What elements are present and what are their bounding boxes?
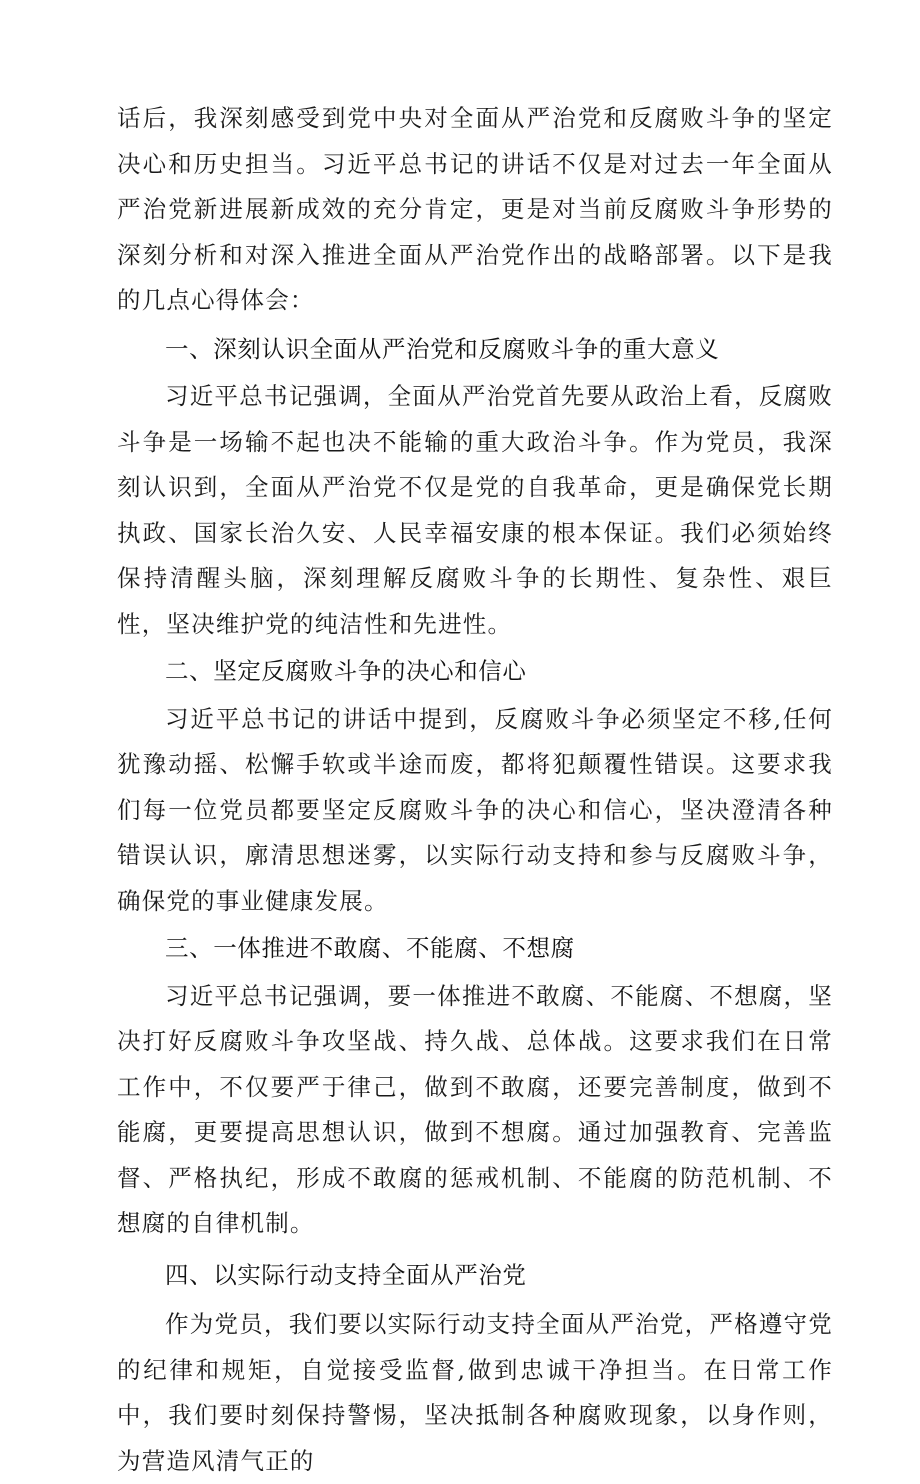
section-2-body: 习近平总书记的讲话中提到，反腐败斗争必须坚定不移,任何犹豫动摇、松懈手软或半途而废，都将犯颠覆性错误。这要求我们每一位党员都要坚定反腐败斗争的决心和信心，坚决澄清各种错误认识，廓清思想迷雾，以实际行动支持和参与反腐败斗争，确保党的事业健康发展。 xyxy=(117,704,833,915)
intro-paragraph: 话后，我深刻感受到党中央对全面从严治党和反腐败斗争的坚定决心和历史担当。习近平总书记的讲话不仅是对过去一年全面从严治党新进展新成效的充分肯定，更是对当前反腐败斗争形势的深刻分析和对深入推进全面从严治党作出的战略部署。以下是我的几点心得体会： xyxy=(117,104,833,314)
section-3-body: 习近平总书记强调，要一体推进不敢腐、不能腐、不想腐，坚决打好反腐败斗争攻坚战、持久战、总体战。这要求我们在日常工作中，不仅要严于律己，做到不敢腐，还要完善制度，做到不能腐，更要提高思想认识，做到不想腐。通过加强教育、完善监督、严格执纪，形成不敢腐的惩戒机制、不能腐的防范机制、不想腐的自律机制。 xyxy=(117,981,833,1237)
section-1-body: 习近平总书记强调，全面从严治党首先要从政治上看，反腐败斗争是一场输不起也决不能输的重大政治斗争。作为党员，我深刻认识到，全面从严治党不仅是党的自我革命，更是确保党长期执政、国家长治久安、人民幸福安康的根本保证。我们必须始终保持清醒头脑，深刻理解反腐败斗争的长期性、复杂性、艰巨性，坚决维护党的纯洁性和先进性。 xyxy=(117,382,833,638)
section-4-heading: 四、以实际行动支持全面从严治党 xyxy=(165,1260,527,1289)
section-2-heading: 二、坚定反腐败斗争的决心和信心 xyxy=(165,657,527,685)
section-4-body: 作为党员，我们要以实际行动支持全面从严治党，严格遵守党的纪律和规矩，自觉接受监督,做到忠诚干净担当。在日常工作中，我们要时刻保持警惕，坚决抵制各种腐败现象，以身作则，为营造风清气正的 xyxy=(117,1310,833,1475)
section-3-heading: 三、一体推进不敢腐、不能腐、不想腐 xyxy=(165,934,575,962)
section-1-heading: 一、深刻认识全面从严治党和反腐败斗争的重大意义 xyxy=(165,334,720,363)
document-body xyxy=(117,96,833,1484)
